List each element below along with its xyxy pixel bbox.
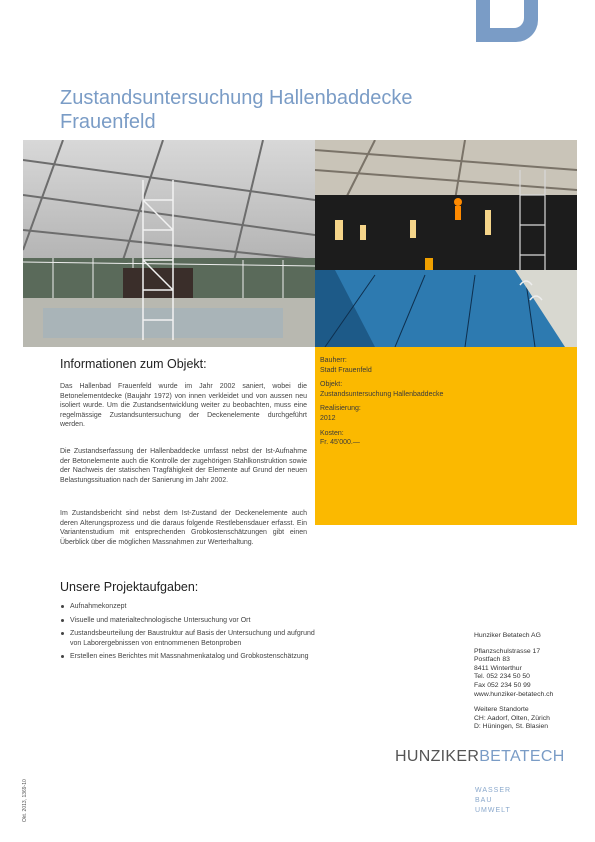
- address-city: 8411 Winterthur: [474, 664, 522, 672]
- list-item: [60, 652, 320, 662]
- fact-label-cost: Kosten:: [320, 429, 344, 437]
- fact-value-realisation: 2012: [320, 414, 336, 422]
- address-postbox: Postfach 83: [474, 656, 510, 664]
- document-code: Okt. 2013, 1369-10: [22, 779, 28, 822]
- list-item: [60, 629, 320, 648]
- address-web-link[interactable]: www.hunziker-betatech.ch: [474, 690, 554, 698]
- tagline-environment: UMWELT: [475, 807, 511, 814]
- other-locations-heading: Weitere Standorte: [474, 706, 529, 714]
- info-paragraph-2: Die Zustandserfassung der Hallenbaddecke umfasst nebst der Ist-Aufnahme der Betonelemente auch die Kontrolle der zugehörigen Stahlkonstruktion sowie der Nachweis der statischen Tragfähigkeit der Elemente auf Grund der neuen Belastungssituation nach der Sanierung im Jahr 2002.: [60, 448, 307, 484]
- other-locations-ch: CH: Aadorf, Olten, Zürich: [474, 714, 550, 722]
- info-heading: Informationen zum Objekt:: [60, 357, 207, 371]
- fact-value-client: Stadt Frauenfeld: [320, 366, 372, 374]
- address-fax: Fax 052 234 50 99: [474, 681, 531, 689]
- bullet-icon: [61, 632, 64, 635]
- list-item: [60, 616, 320, 626]
- bullet-icon: [61, 605, 64, 608]
- title-line-1: Zustandsuntersuchung Hallenbaddecke: [60, 87, 413, 109]
- photo-ceiling-scaffold: [23, 140, 315, 347]
- tagline-build: BAU: [475, 797, 493, 804]
- company-name: Hunziker Betatech AG: [474, 632, 541, 639]
- other-locations-d: D: Hüningen, St. Blasien: [474, 723, 549, 731]
- fact-value-object: Zustandsuntersuchung Hallenbaddecke: [320, 390, 444, 398]
- logo-part-hunziker: HUNZIKER: [395, 748, 480, 765]
- address-street: Pflanzschulstrasse 17: [474, 647, 541, 655]
- task-text: Erstellen eines Berichtes mit Massnahmenkatalog und Grobkostenschätzung: [70, 653, 309, 661]
- tasks-list: [60, 602, 320, 666]
- address-phone: Tel. 052 234 50 50: [474, 673, 530, 681]
- info-paragraph-1: Das Hallenbad Frauenfeld wurde im Jahr 2002 saniert, wobei die Betonelementdecke (Baujahr 1972) von innen verkleidet und von aussen neu isoliert wurde. Um die Zustandsentwicklung weiter zu beobachten, muss eine regelmässige Zustandsuntersuchung der Deckenelemente durchgeführt werden.: [60, 383, 307, 429]
- info-paragraph-3: Im Zustandsbericht sind nebst dem Ist-Zustand der Deckenelemente auch deren Alterungsprozess und die daraus folgende Restlebensdauer erfasst. Ein Variantenstudium mit entsprechenden Grobkostenschätzungen gibt einen Überblick über die möglichen Massnahmen zur Werterhaltung.: [60, 510, 307, 546]
- list-item: [60, 602, 320, 612]
- logo-tagline: [475, 786, 511, 816]
- fact-label-realisation: Realisierung:: [320, 405, 361, 413]
- task-text: Aufnahmekonzept: [70, 603, 127, 610]
- fact-label-client: Bauherr:: [320, 357, 347, 364]
- title-line-2: Frauenfeld: [60, 111, 156, 133]
- tasks-heading: Unsere Projektaufgaben:: [60, 580, 199, 594]
- fact-label-object: Objekt:: [320, 381, 343, 389]
- task-text: Zustandsbeurteilung der Baustruktur auf Basis der Untersuchung und aufgrund von Laborergebnissen von entnommenen Betonproben: [70, 630, 315, 647]
- company-address: [474, 632, 553, 732]
- page-title: [60, 86, 412, 134]
- tagline-water: WASSER: [475, 787, 512, 794]
- fact-value-cost: Fr. 45'000.—: [320, 439, 360, 447]
- logo-part-betatech: BETATECH: [479, 748, 565, 765]
- bullet-icon: [61, 619, 64, 622]
- company-logo: [395, 748, 565, 766]
- corner-brand-mark: [476, 0, 538, 42]
- photo-pool-scaffold: [315, 140, 577, 347]
- project-facts: [320, 356, 443, 453]
- bullet-icon: [61, 655, 64, 658]
- task-text: Visuelle und materialtechnologische Untersuchung vor Ort: [70, 616, 251, 624]
